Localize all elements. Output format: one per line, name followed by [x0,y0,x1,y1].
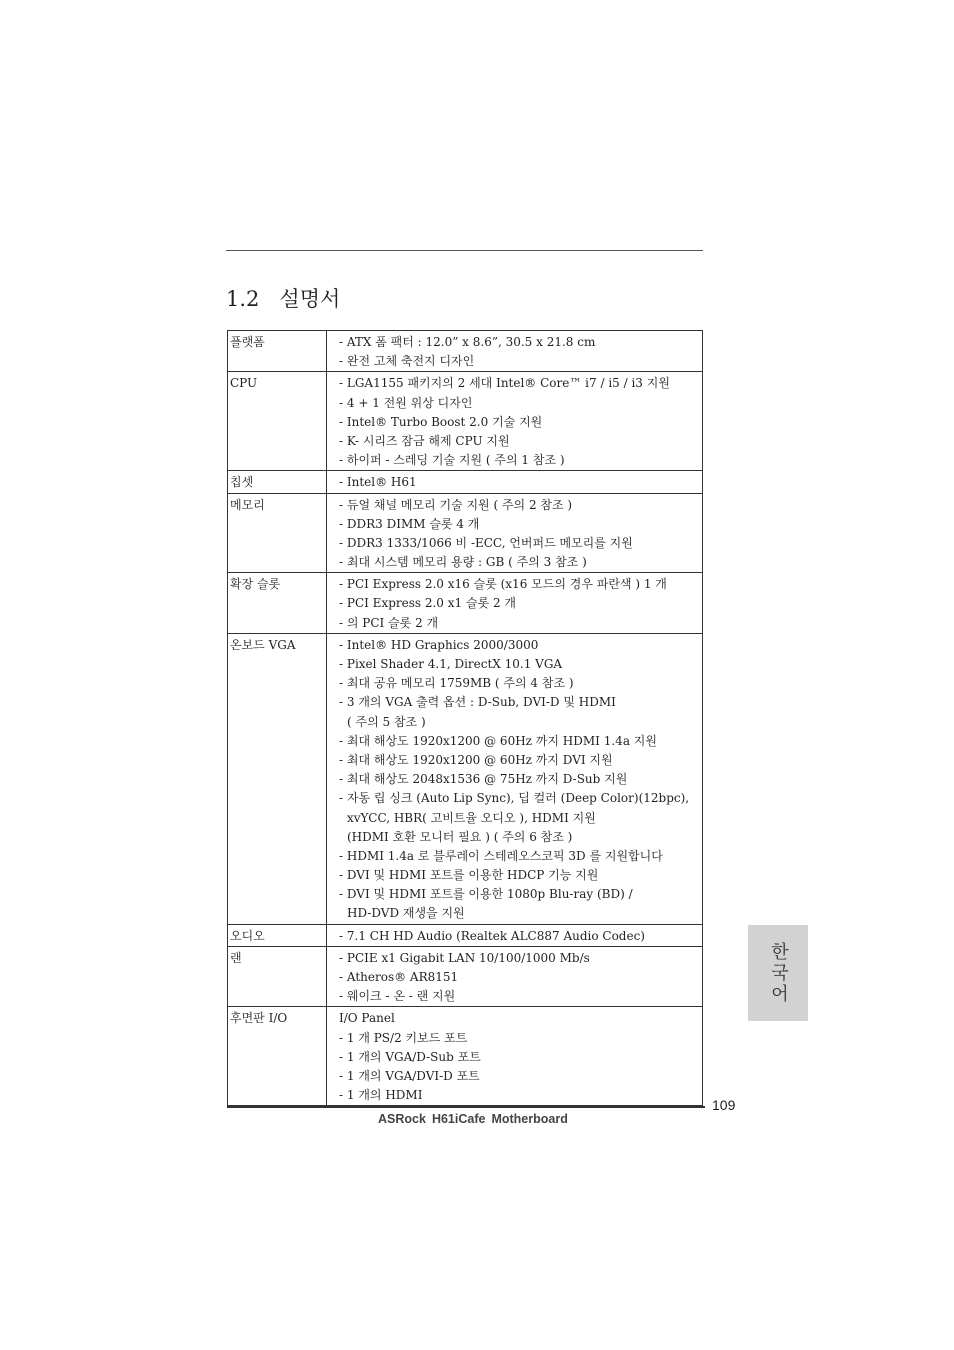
section-heading [226,283,340,313]
spec-row [228,1007,703,1106]
spec-label: 온보드 VGA [230,637,296,652]
spec-values-cell [327,633,703,924]
spec-line: - K- 시리즈 잠금 해제 CPU 지원 [339,433,510,448]
spec-line: I/O Panel [339,1011,395,1026]
spec-line: - DVI 및 HDMI 포트를 이용한 1080p Blu-ray (BD) / [339,887,633,902]
bottom-divider [227,1106,705,1108]
spec-line: - 듀얼 채널 메모리 기술 지원 ( 주의 2 참조 ) [339,497,573,512]
spec-label: 확장 슬롯 [230,577,281,592]
spec-values-cell [327,924,703,946]
language-tab [748,925,808,1021]
spec-line: - HDMI 1.4a 로 블루레이 스테레오스코픽 3D 를 지원합니다 [339,848,663,863]
spec-values-cell [327,372,703,471]
spec-label-cell [228,331,327,372]
footer-model: H61iCafe [431,1112,486,1126]
spec-line: - 3 개의 VGA 출력 옵션 : D-Sub, DVI-D 및 HDMI [339,695,616,710]
spec-values-cell [327,946,703,1007]
spec-line: - LGA1155 패키지의 2 세대 Intel® Core™ i7 / i5 / i3 지원 [339,376,670,391]
spec-label: 후면판 I/O [230,1011,288,1026]
spec-row [228,493,703,573]
section-title-text: 설명서 [279,287,341,311]
spec-label: 메모리 [230,497,265,512]
spec-line: - 7.1 CH HD Audio (Realtek ALC887 Audio Codec) [339,928,645,943]
spec-line: - PCIE x1 Gigabit LAN 10/100/1000 Mb/s [339,950,590,965]
spec-line: - Pixel Shader 4.1, DirectX 10.1 VGA [339,657,563,671]
spec-line: - 1 개의 VGA/D-Sub 포트 [339,1049,481,1064]
spec-line: - 최대 해상도 2048x1536 @ 75Hz 까지 D-Sub 지원 [339,772,628,787]
spec-row [228,573,703,634]
spec-line: - 웨이크 - 온 - 랜 지원 [339,989,456,1004]
spec-row [228,331,703,372]
spec-label-cell [228,573,327,634]
spec-line: - DVI 및 HDMI 포트를 이용한 HDCP 기능 지원 [339,868,599,883]
spec-line: - 최대 해상도 1920x1200 @ 60Hz 까지 HDMI 1.4a 지원 [339,733,657,748]
spec-line: - 최대 공유 메모리 1759MB ( 주의 4 참조 ) [339,676,574,691]
spec-line: - DDR3 DIMM 슬롯 4 개 [339,516,480,531]
spec-line: - 1 개 PS/2 키보드 포트 [339,1030,468,1045]
spec-row [228,946,703,1007]
footer-brand: ASRock [378,1112,426,1126]
spec-line: - ATX 폼 팩터 : 12.0” x 8.6”, 30.5 x 21.8 cm [339,335,596,349]
spec-row [228,924,703,946]
spec-row [228,372,703,471]
spec-label: 랜 [230,950,242,965]
spec-values-cell [327,493,703,573]
spec-label-cell [228,924,327,946]
spec-values-cell [327,331,703,372]
spec-label-cell [228,633,327,924]
spec-line: - PCI Express 2.0 x16 슬롯 (x16 모드의 경우 파란색 ) 1 개 [339,577,667,592]
spec-label-cell [228,372,327,471]
top-divider [226,250,703,251]
footer [378,1112,568,1126]
spec-label-cell [228,946,327,1007]
spec-label: 오디오 [230,928,265,943]
spec-values-cell [327,573,703,634]
spec-line: - 하이퍼 - 스레딩 기술 지원 ( 주의 1 참조 ) [339,453,565,468]
spec-values-cell [327,471,703,493]
spec-line: - Intel® H61 [339,475,417,490]
spec-line: xvYCC, HBR( 고비트율 오디오 ), HDMI 지원 [347,810,596,825]
spec-line: - Intel® Turbo Boost 2.0 기술 지원 [339,414,543,429]
spec-line: ( 주의 5 참조 ) [347,714,426,729]
spec-table-body [228,331,703,1106]
spec-line: - PCI Express 2.0 x1 슬롯 2 개 [339,596,517,611]
spec-label-cell [228,471,327,493]
spec-row [228,633,703,924]
spec-line: - 자동 립 싱크 (Auto Lip Sync), 딥 컬러 (Deep Color)(12bpc), [339,791,690,806]
spec-label: CPU [230,376,258,391]
spec-label: 칩셋 [230,475,254,490]
spec-label-cell [228,1007,327,1106]
spec-line: - 1 개의 VGA/DVI-D 포트 [339,1068,480,1083]
spec-line: - 최대 시스템 메모리 용량 : GB ( 주의 3 참조 ) [339,555,587,570]
spec-line: - 최대 해상도 1920x1200 @ 60Hz 까지 DVI 지원 [339,752,613,767]
spec-line: - 의 PCI 슬롯 2 개 [339,615,439,630]
spec-label-cell [228,493,327,573]
spec-line: HD-DVD 재생을 지원 [347,906,465,921]
spec-row [228,471,703,493]
spec-line: - 완전 고체 축전지 디자인 [339,354,475,369]
spec-line: - Intel® HD Graphics 2000/3000 [339,637,539,652]
spec-table [227,330,703,1106]
page-number: 109 [712,1097,736,1113]
spec-label: 플랫폼 [230,335,265,349]
language-tab-label: 한국어 [768,941,789,1005]
spec-line: - DDR3 1333/1066 비 -ECC, 언버퍼드 메모리를 지원 [339,535,633,550]
spec-line: - Atheros® AR8151 [339,970,459,984]
spec-line: - 1 개의 HDMI [339,1088,423,1103]
footer-product: Motherboard [491,1112,568,1126]
spec-line: - 4 + 1 전원 위상 디자인 [339,395,473,410]
spec-line: (HDMI 호환 모니터 필요 ) ( 주의 6 참조 ) [347,829,573,844]
spec-values-cell [327,1007,703,1106]
section-number: 1.2 [226,287,260,311]
